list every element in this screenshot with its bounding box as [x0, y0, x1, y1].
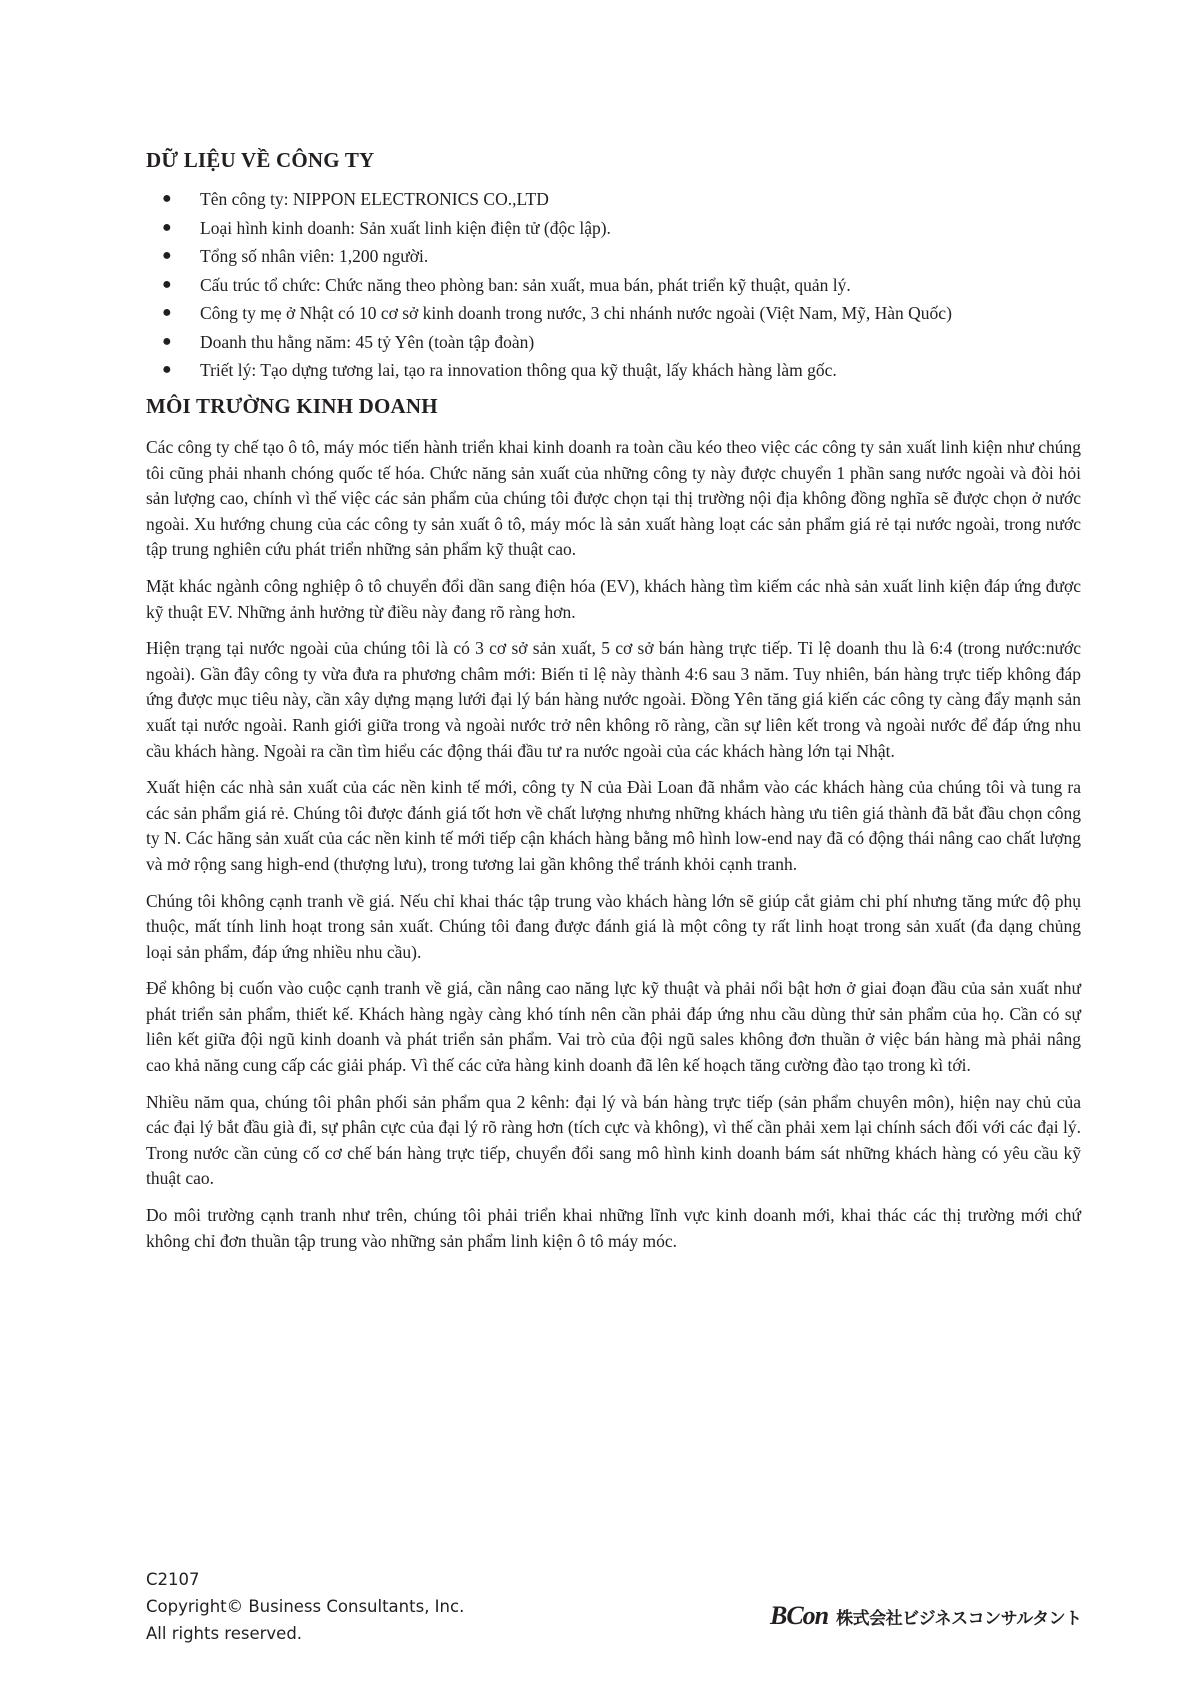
- list-item: ● Triết lý: Tạo dựng tương lai, tạo ra innovation thông qua kỹ thuật, lấy khách hàng làm gốc.: [162, 360, 837, 380]
- bullet-icon: ●: [162, 190, 172, 207]
- bullet-icon: ●: [162, 361, 172, 378]
- bullet-icon: ●: [162, 247, 172, 264]
- bullet-icon: ●: [162, 218, 172, 236]
- section-title-company-data: DỮ LIỆU VỀ CÔNG TY: [146, 148, 375, 172]
- paragraph: Xuất hiện các nhà sản xuất của các nền kinh tế mới, công ty N của Đài Loan đã nhắm vào các khách hàng của chúng tôi và tung ra các sản phẩm giá rẻ. Chúng tôi được đánh giá tốt hơn về chất lượng nhưng những khách hàng ưu tiên giá thành đã bắt đầu chọn công ty N. Các hãng sản xuất của các nền kinh tế mới tiếp cận khách hàng bằng mô hình low-end nay đã có động thái nâng cao chất lượng và mở rộng sang high-end (thượng lưu), trong tương lai gần không thể tránh khỏi cạnh tranh.: [146, 777, 1081, 874]
- paragraph: Chúng tôi không cạnh tranh về giá. Nếu chỉ khai thác tập trung vào khách hàng lớn sẽ giúp cắt giảm chi phí nhưng tăng mức độ phụ thuộc, mất tính linh hoạt trong sản xuất. Chúng tôi đang được đánh giá là một công ty rất linh hoạt trong sản xuất (đa dạng chủng loại sản phẩm, đáp ứng nhiều nhu cầu).: [146, 890, 1081, 962]
- copyright-text: Copyright© Business Consultants, Inc.: [146, 1597, 465, 1616]
- company-logo: [770, 1601, 1082, 1631]
- document-code: C2107: [146, 1570, 200, 1589]
- company-data-list: [146, 187, 1081, 382]
- paragraph: Mặt khác ngành công nghiệp ô tô chuyển đổi dần sang điện hóa (EV), khách hàng tìm kiếm các nhà sản xuất linh kiện đáp ứng được kỹ thuật EV. Những ảnh hưởng từ điều này đang rõ ràng hơn.: [146, 575, 1081, 622]
- list-item: ● Doanh thu hằng năm: 45 tỷ Yên (toàn tập đoàn): [162, 331, 535, 352]
- list-item: ● Loại hình kinh doanh: Sản xuất linh kiện điện tử (độc lập).: [162, 217, 611, 238]
- list-item: ● Cấu trúc tổ chức: Chức năng theo phòng ban: sản xuất, mua bán, phát triển kỹ thuật, quản lý.: [162, 274, 851, 295]
- logo-company-name: 株式会社ビジネスコンサルタント: [836, 1608, 1082, 1629]
- section-title-business-environment: MÔI TRƯỜNG KINH DOANH: [146, 394, 438, 418]
- list-item: ● Tên công ty: NIPPON ELECTRONICS CO.,LTD: [162, 189, 549, 209]
- logo-mark: BCon: [770, 1601, 829, 1630]
- bullet-icon: ●: [162, 332, 172, 350]
- list-item: ● Công ty mẹ ở Nhật có 10 cơ sở kinh doanh trong nước, 3 chi nhánh nước ngoài (Việt Nam, Mỹ, Hàn Quốc): [162, 303, 952, 323]
- list-item: ● Tổng số nhân viên: 1,200 người.: [162, 246, 429, 266]
- paragraph: Các công ty chế tạo ô tô, máy móc tiến hành triển khai kinh doanh ra toàn cầu kéo theo việc các công ty sản xuất linh kiện như chúng tôi cũng phải nhanh chóng quốc tế hóa. Chức năng sản xuất của những công ty này được chuyển 1 phần sang nước ngoài và đòi hỏi sản lượng cao, chính vì thế việc các sản phẩm của chúng tôi được chọn tại thị trường nội địa không đồng nghĩa sẽ được chọn ở nước ngoài. Xu hướng chung của các công ty sản xuất ô tô, máy móc là sản xuất hàng loạt các sản phẩm giá rẻ tại nước ngoài, trong nước tập trung nghiên cứu phát triển những sản phẩm kỹ thuật cao.: [146, 437, 1081, 560]
- bullet-icon: ●: [162, 275, 172, 293]
- paragraph: Do môi trường cạnh tranh như trên, chúng tôi phải triển khai những lĩnh vực kinh doanh mới, khai thác các thị trường mới chứ không chỉ đơn thuần tập trung vào những sản phẩm linh kiện ô tô máy móc.: [146, 1205, 1081, 1251]
- footer: [146, 1566, 464, 1647]
- bullet-icon: ●: [162, 304, 172, 321]
- rights-text: All rights reserved.: [146, 1624, 303, 1643]
- paragraph: Nhiều năm qua, chúng tôi phân phối sản phẩm qua 2 kênh: đại lý và bán hàng trực tiếp (sản phẩm chuyên môn), hiện nay chủ của các đại lý bắt đầu già đi, sự phân cực của đại lý rõ ràng hơn (tích cực và không), vì thế cần phải xem lại chính sách đối với các đại lý. Trong nước cần củng cố cơ chế bán hàng trực tiếp, chuyển đổi sang mô hình kinh doanh bám sát những khách hàng có yêu cầu kỹ thuật cao.: [146, 1091, 1081, 1189]
- document-body: [146, 148, 1081, 1265]
- paragraph: Hiện trạng tại nước ngoài của chúng tôi là có 3 cơ sở sản xuất, 5 cơ sở bán hàng trực tiếp. Tỉ lệ doanh thu là 6:4 (trong nước:nước ngoài). Gần đây công ty vừa đưa ra phương châm mới: Biến tỉ lệ này thành 4:6 sau 3 năm. Tuy nhiên, bán hàng trực tiếp không đáp ứng được mục tiêu này, cần xây dựng mạng lưới đại lý bán hàng nước ngoài. Đồng Yên tăng giá kiến các công ty càng đẩy mạnh sản xuất tại nước ngoài. Ranh giới giữa trong và ngoài nước trở nên không rõ ràng, cần sự liên kết trong và ngoài nước để đáp ứng nhu cầu khách hàng. Ngoài ra cần tìm hiểu các động thái đầu tư ra nước ngoài của các khách hàng lớn tại Nhật.: [146, 638, 1081, 761]
- paragraph: Để không bị cuốn vào cuộc cạnh tranh về giá, cần nâng cao năng lực kỹ thuật và phải nổi bật hơn ở giai đoạn đầu của sản xuất như phát triển sản phẩm, thiết kế. Khách hàng ngày càng khó tính nên cần phải đáp ứng nhu cầu dùng thử sản phẩm của họ. Cần có sự liên kết giữa đội ngũ kinh doanh và phát triển sản phẩm. Vai trò của đội ngũ sales không đơn thuần ở việc bán hàng mà phải nâng cao khả năng cung cấp các giải pháp. Vì thế các cửa hàng kinh doanh đã lên kế hoạch tăng cường đào tạo trong kì tới.: [146, 978, 1081, 1076]
